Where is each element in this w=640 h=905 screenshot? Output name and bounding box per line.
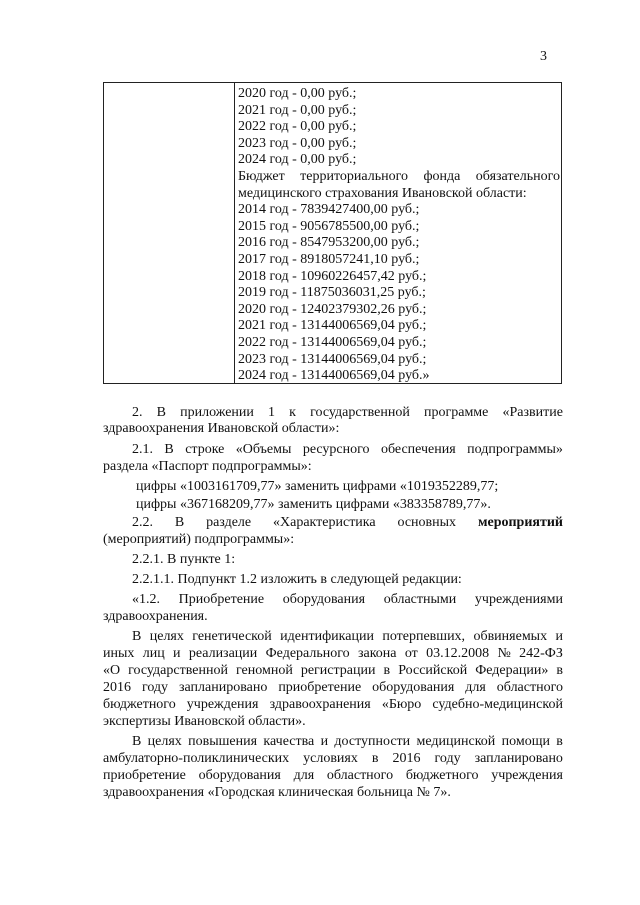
paragraph-line: В целях генетической идентификации потерпевших, обвиняемых и: [132, 629, 563, 644]
paragraph-line: В целях повышения качества и доступности медицинской помощи в: [132, 734, 563, 749]
fund-line: 2021 год - 13144006569,04 руб.;: [238, 318, 427, 334]
table-line: 2022 год - 0,00 руб.;: [238, 119, 357, 135]
table-line: 2020 год - 0,00 руб.;: [238, 86, 357, 101]
paragraph-line: 2.2.1.1. Подпункт 1.2 изложить в следующей редакции:: [132, 572, 462, 587]
fund-heading-line1: Бюджет территориального фонда обязательного: [238, 168, 560, 184]
table-line: 2024 год - 0,00 руб.;: [238, 152, 357, 168]
fund-line: 2019 год - 11875036031,25 руб.;: [238, 285, 426, 301]
fund-line: 2016 год - 8547953200,00 руб.;: [238, 235, 420, 251]
paragraph-line: 2016 году запланировано приобретение оборудования для областного: [103, 680, 563, 695]
fund-heading-line2: медицинского страхования Ивановской области:: [238, 185, 527, 201]
paragraph-line: «1.2. Приобретение оборудования областными учреждениями: [132, 592, 563, 607]
paragraph-line: 2. В приложении 1 к государственной программе «Развитие: [132, 405, 563, 420]
paragraph-line: раздела «Паспорт подпрограммы»:: [103, 459, 312, 474]
paragraph-line: цифры «1003161709,77» заменить цифрами «1019352289,77;: [136, 479, 499, 494]
paragraph-line: здравоохранения Ивановской области»:: [103, 421, 340, 436]
paragraph-line: здравоохранения «Городская клиническая больница № 7».: [103, 785, 451, 800]
fund-line: 2014 год - 7839427400,00 руб.;: [238, 202, 420, 218]
paragraph-line: 2.2.1. В пункте 1:: [132, 552, 236, 567]
paragraph-line: экспертизы Ивановской области».: [103, 714, 306, 729]
paragraph-line: амбулаторно-поликлинических условиях в 2016 году запланировано: [103, 751, 563, 766]
table-left-cell: [104, 83, 235, 383]
fund-line: 2024 год - 13144006569,04 руб.»: [238, 368, 430, 384]
table-right-cell: [238, 86, 560, 385]
budget-table: [103, 82, 562, 384]
table-line: 2021 год - 0,00 руб.;: [238, 102, 357, 118]
paragraph-line: здравоохранения.: [103, 609, 208, 624]
fund-line: 2023 год - 13144006569,04 руб.;: [238, 351, 427, 367]
paragraph-line: приобретение оборудования для областного бюджетного учреждения: [103, 768, 563, 783]
page-number: 3: [540, 49, 547, 64]
paragraph-line: иных лиц и реализации Федерального закона от 03.12.2008 № 242-ФЗ: [103, 646, 563, 661]
paragraph-line: бюджетного учреждения здравоохранения «Бюро судебно-медицинской: [103, 697, 563, 712]
fund-line: 2022 год - 13144006569,04 руб.;: [238, 334, 427, 350]
paragraph-line: 2.2. В разделе «Характеристика основных мероприятий: [132, 515, 563, 530]
fund-line: 2020 год - 12402379302,26 руб.;: [238, 301, 427, 317]
paragraph-line: 2.1. В строке «Объемы ресурсного обеспечения подпрограммы»: [132, 442, 563, 457]
paragraph-line: (мероприятий) подпрограммы»:: [103, 532, 295, 547]
paragraph-line: «О государственной геномной регистрации в Российской Федерации» в: [103, 663, 563, 678]
fund-line: 2015 год - 9056785500,00 руб.;: [238, 218, 420, 234]
fund-line: 2017 год - 8918057241,10 руб.;: [238, 251, 420, 267]
fund-line: 2018 год - 10960226457,42 руб.;: [238, 268, 427, 284]
table-line: 2023 год - 0,00 руб.;: [238, 135, 357, 151]
paragraph-line: цифры «367168209,77» заменить цифрами «383358789,77».: [136, 497, 491, 512]
